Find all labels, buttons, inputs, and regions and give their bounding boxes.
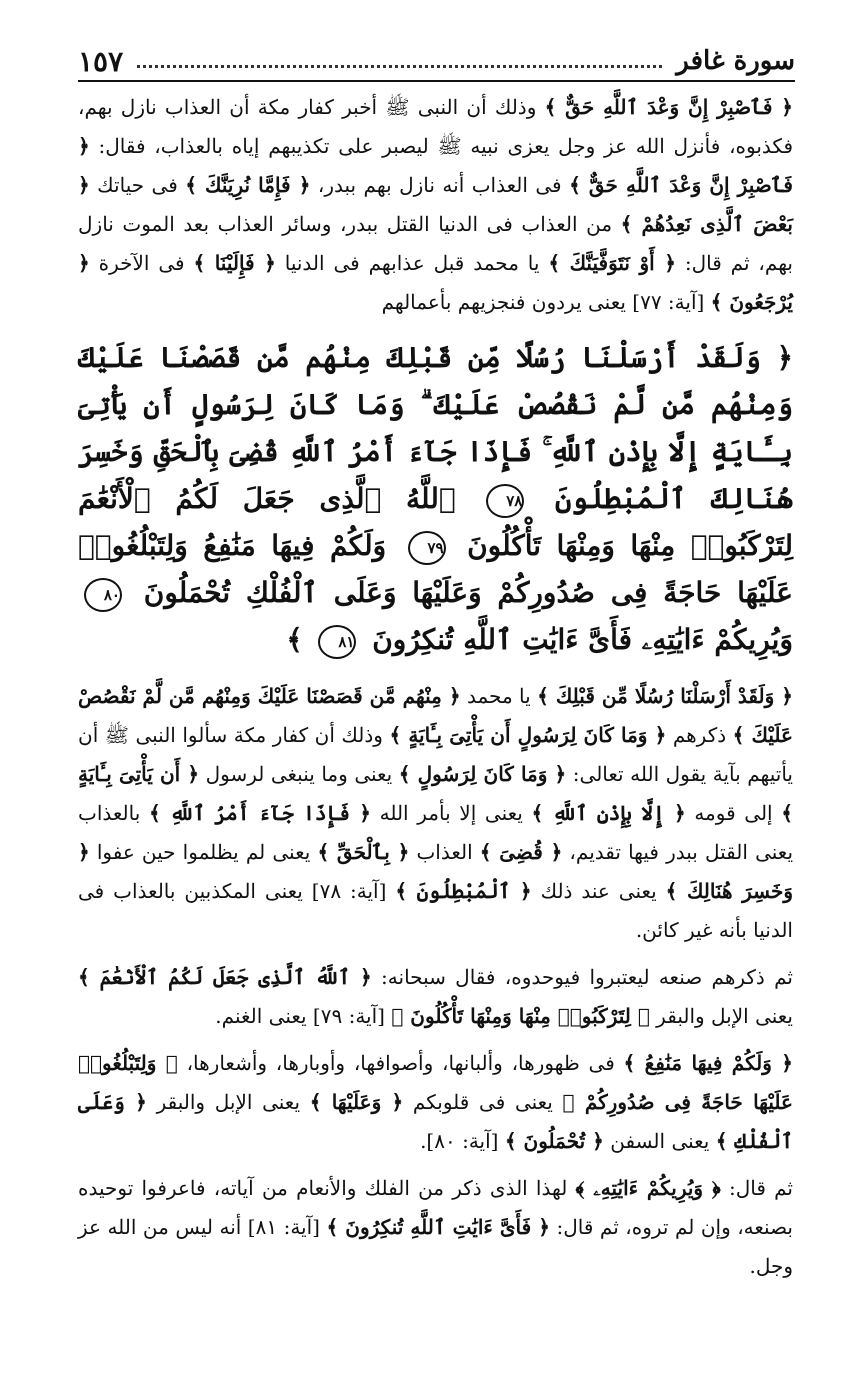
commentary-text: ثم ذكرهم صنعه ليعتبروا فيوحدوه، فقال سبحانه: xyxy=(371,965,793,989)
verse-quote: ﴿ وَلَقَدْ أَرْسَلْنَا رُسُلًا مِّن قَبْلِكَ ﴾ xyxy=(537,684,793,708)
quran-verses-block xyxy=(78,334,793,663)
commentary-text: يعنى إلا بأمر الله xyxy=(370,801,532,825)
commentary-text: يعنى عند ذلك xyxy=(531,879,666,903)
commentary-text: فى الآخرة xyxy=(89,251,194,275)
verse-quote: ﴿ فَأَىَّ ءَايَٰتِ ٱللَّهِ تُنكِرُونَ ﴾ xyxy=(326,1215,551,1239)
verse-quote: ﴿ ٱللَّهُ ٱلَّذِى جَعَلَ لَكُمُ ٱلْأَنْعَٰمَ ﴾ xyxy=(78,965,372,989)
verse-quote: ﴿ فَإِذَا جَآءَ أَمْرُ ٱللَّهِ ﴾ xyxy=(148,801,371,825)
commentary-text: [آية: ٨٠]. xyxy=(420,1129,505,1153)
commentary-paragraph xyxy=(78,1169,793,1286)
ayah-number-marker: ٧٩ xyxy=(408,531,446,565)
commentary-text: يا محمد قبل عذابهم فى الدنيا xyxy=(275,251,549,275)
verse-quote: ﴿ إِلَّا بِإِذْنِ ٱللَّهِ ﴾ xyxy=(531,801,686,825)
quran-verse-79: ٱللَّهُ ٱلَّذِى جَعَلَ لَكُمُ ٱلْأَنْعَٰمَ لِتَرْكَبُوا۟ مِنْهَا وَمِنْهَا تَأْكُلُونَ xyxy=(78,482,793,562)
commentary-text: [آية: ٧٩] يعنى الغنم. xyxy=(215,1004,392,1028)
commentary-text: ذكرهم xyxy=(666,723,733,747)
verse-quote: ﴿ بِٱلْحَقِّ ﴾ xyxy=(317,840,410,864)
ayah-number-marker: ٨٠ xyxy=(84,578,122,612)
verse-quote: ﴿ أَوْ نَتَوَفَّيَنَّكَ ﴾ xyxy=(548,251,676,275)
verse-quote: ﴿ وَمَا كَانَ لِرَسُولٍ أَن يَأْتِىَ بِـَٔايَةٍ ﴾ xyxy=(389,723,667,747)
commentary-text: إلى قومه xyxy=(685,801,782,825)
commentary-text: يعنى الإبل والبقر xyxy=(649,1004,793,1028)
verse-quote: ﴿ فَإِمَّا نُرِيَنَّكَ ﴾ xyxy=(185,173,311,197)
verse-quote: ﴿ وَمَا كَانَ لِرَسُولٍ ﴾ xyxy=(398,762,567,786)
commentary-text: العذاب xyxy=(409,840,480,864)
commentary-text: يعنى الإبل والبقر xyxy=(146,1090,310,1114)
quran-verse-81: وَيُرِيكُمْ ءَايَٰتِهِۦ فَأَىَّ ءَايَٰتِ ٱللَّهِ تُنكِرُونَ xyxy=(372,623,793,656)
verse-closing-bracket: ﴾ xyxy=(286,623,303,656)
commentary-paragraph xyxy=(78,1044,793,1161)
commentary-text: فى ظهورها، وألبانها، وأصوافها، وأوبارها، وأشعارها، xyxy=(177,1051,624,1075)
commentary-text: يعنى لم يظلموا حين عفوا xyxy=(89,840,318,864)
commentary-text: فى العذاب أنه نازل بهم ببدر، xyxy=(310,173,570,197)
commentary-text: يا محمد xyxy=(460,684,538,708)
page-header xyxy=(78,36,795,82)
commentary-text: ثم قال: xyxy=(720,1176,793,1200)
commentary-text: وذلك أن كفار مكة سألوا النبى ﷺ أن يأتيهم بآية يقول الله تعالى: xyxy=(78,723,793,786)
verse-quote: ﴿ وَعَلَى ٱلْفُلْكِ ﴾ xyxy=(78,1090,793,1153)
commentary-text: [آية: ٧٧] يعنى يردون فنجزيهم بأعمالهم xyxy=(381,290,711,314)
commentary-paragraph xyxy=(78,88,793,322)
ayah-number-marker: ٨١ xyxy=(318,625,356,659)
verse-quote: ﴿ وَلَكُمْ فِيهَا مَنَٰفِعُ ﴾ xyxy=(623,1051,793,1075)
verse-quote: ﴿ قُضِىَ ﴾ xyxy=(479,840,563,864)
quran-verse-80: وَلَكُمْ فِيهَا مَنَٰفِعُ وَلِتَبْلُغُوا۟ عَلَيْهَا حَاجَةً فِى صُدُورِكُمْ وَعَلَيْهَا وَعَلَى ٱلْفُلْكِ تُحْمَلُونَ xyxy=(78,529,793,609)
page-body xyxy=(78,88,793,1294)
verse-quote: ﴿ أَن يَأْتِىَ بِـَٔايَةٍ ﴾ xyxy=(78,762,793,825)
commentary-text: بالعذاب يعنى القتل ببدر فيها تقديم، xyxy=(78,801,794,864)
verse-quote: ﴿ تُحْمَلُونَ ﴾ xyxy=(504,1129,604,1153)
commentary-text: يعنى فى قلوبكم xyxy=(403,1090,563,1114)
verse-quote: ﴿ فَٱصْبِرْ إِنَّ وَعْدَ ٱللَّهِ حَقٌّ ﴾ xyxy=(78,134,793,197)
verse-quote: ﴿ يُرْجَعُونَ ﴾ xyxy=(78,251,793,314)
commentary-text: [آية: ٧٨] يعنى المكذبين بالعذاب فى الدنيا بأنه غير كائن. xyxy=(78,879,793,942)
commentary-text: يعنى وما ينبغى لرسول xyxy=(199,762,399,786)
surah-title: سورة غافر xyxy=(676,46,795,76)
page-number: ١٥٧ xyxy=(78,45,124,78)
verse-quote: ﴿ وَعَلَيْهَا ﴾ xyxy=(309,1090,404,1114)
header-leader-dots xyxy=(137,65,662,68)
verse-quote: ﴿ ٱلْمُبْطِلُونَ ﴾ xyxy=(395,879,532,903)
commentary-paragraph xyxy=(78,677,793,950)
commentary-paragraph xyxy=(78,958,793,1036)
commentary-text: وذلك أن النبى ﷺ أخبر كفار مكة أن العذاب نازل بهم، فكذبوه، فأنزل الله عز وجل يعزى نبيه ﷺ ليصبر على تكذيبهم إياه بالعذاب، فقال: xyxy=(78,95,794,158)
verse-quote: ﴿ وَلِتَبْلُغُوا۟ عَلَيْهَا حَاجَةً فِى صُدُورِكُمْ ﴾ xyxy=(78,1051,793,1114)
verse-quote: ﴿ وَخَسِرَ هُنَالِكَ ﴾ xyxy=(78,840,794,903)
quran-verse-78: ﴿ وَلَقَدْ أَرْسَلْنَا رُسُلًا مِّن قَبْلِكَ مِنْهُم مَّن قَصَصْنَا عَلَيْكَ وَمِنْهُم مَّن لَّمْ نَقْصُصْ عَلَيْكَ ۗ وَمَا كَانَ لِرَسُولٍ أَن يَأْتِىَ بِـَٔايَةٍ إِلَّا بِإِذْنِ ٱللَّهِ ۚ فَإِذَا جَآءَ أَمْرُ ٱللَّهِ قُضِىَ بِٱلْحَقِّ وَخَسِرَ هُنَالِكَ ٱلْمُبْطِلُونَ xyxy=(78,341,793,515)
commentary-text: لهذا الذى ذكر من الفلك والأنعام من آياته، فاعرفوا توحيده بصنعه، وإن لم تروه، ثم قال: xyxy=(78,1176,793,1239)
verse-quote: ﴿ فَإِلَيْنَا ﴾ xyxy=(193,251,276,275)
ayah-number-marker: ٧٨ xyxy=(486,484,524,518)
verse-quote: ﴿ بَعْضَ ٱلَّذِى نَعِدُهُمْ ﴾ xyxy=(78,173,793,236)
verse-quote: ﴿ فَٱصْبِرْ إِنَّ وَعْدَ ٱللَّهِ حَقٌّ ﴾ xyxy=(544,95,793,119)
commentary-text: [آية: ٨١] أنه ليس من الله عز وجل. xyxy=(78,1215,793,1278)
verse-quote: ﴿ مِنْهُم مَّن قَصَصْنَا عَلَيْكَ وَمِنْهُم مَّن لَّمْ نَقْصُصْ عَلَيْكَ ﴾ xyxy=(78,684,793,747)
verse-quote: ﴿ وَيُرِيكُمْ ءَايَٰتِهِۦ ﴾ xyxy=(575,1176,721,1200)
commentary-text: فى حياتك xyxy=(89,173,186,197)
commentary-text: يعنى السفن xyxy=(603,1129,716,1153)
commentary-text: من العذاب فى الدنيا القتل ببدر، وسائر العذاب بعد الموت نازل بهم، ثم قال: xyxy=(78,212,793,275)
verse-quote: ﴿ لِتَرْكَبُوا۟ مِنْهَا وَمِنْهَا تَأْكُلُونَ ﴾ xyxy=(391,1004,650,1028)
